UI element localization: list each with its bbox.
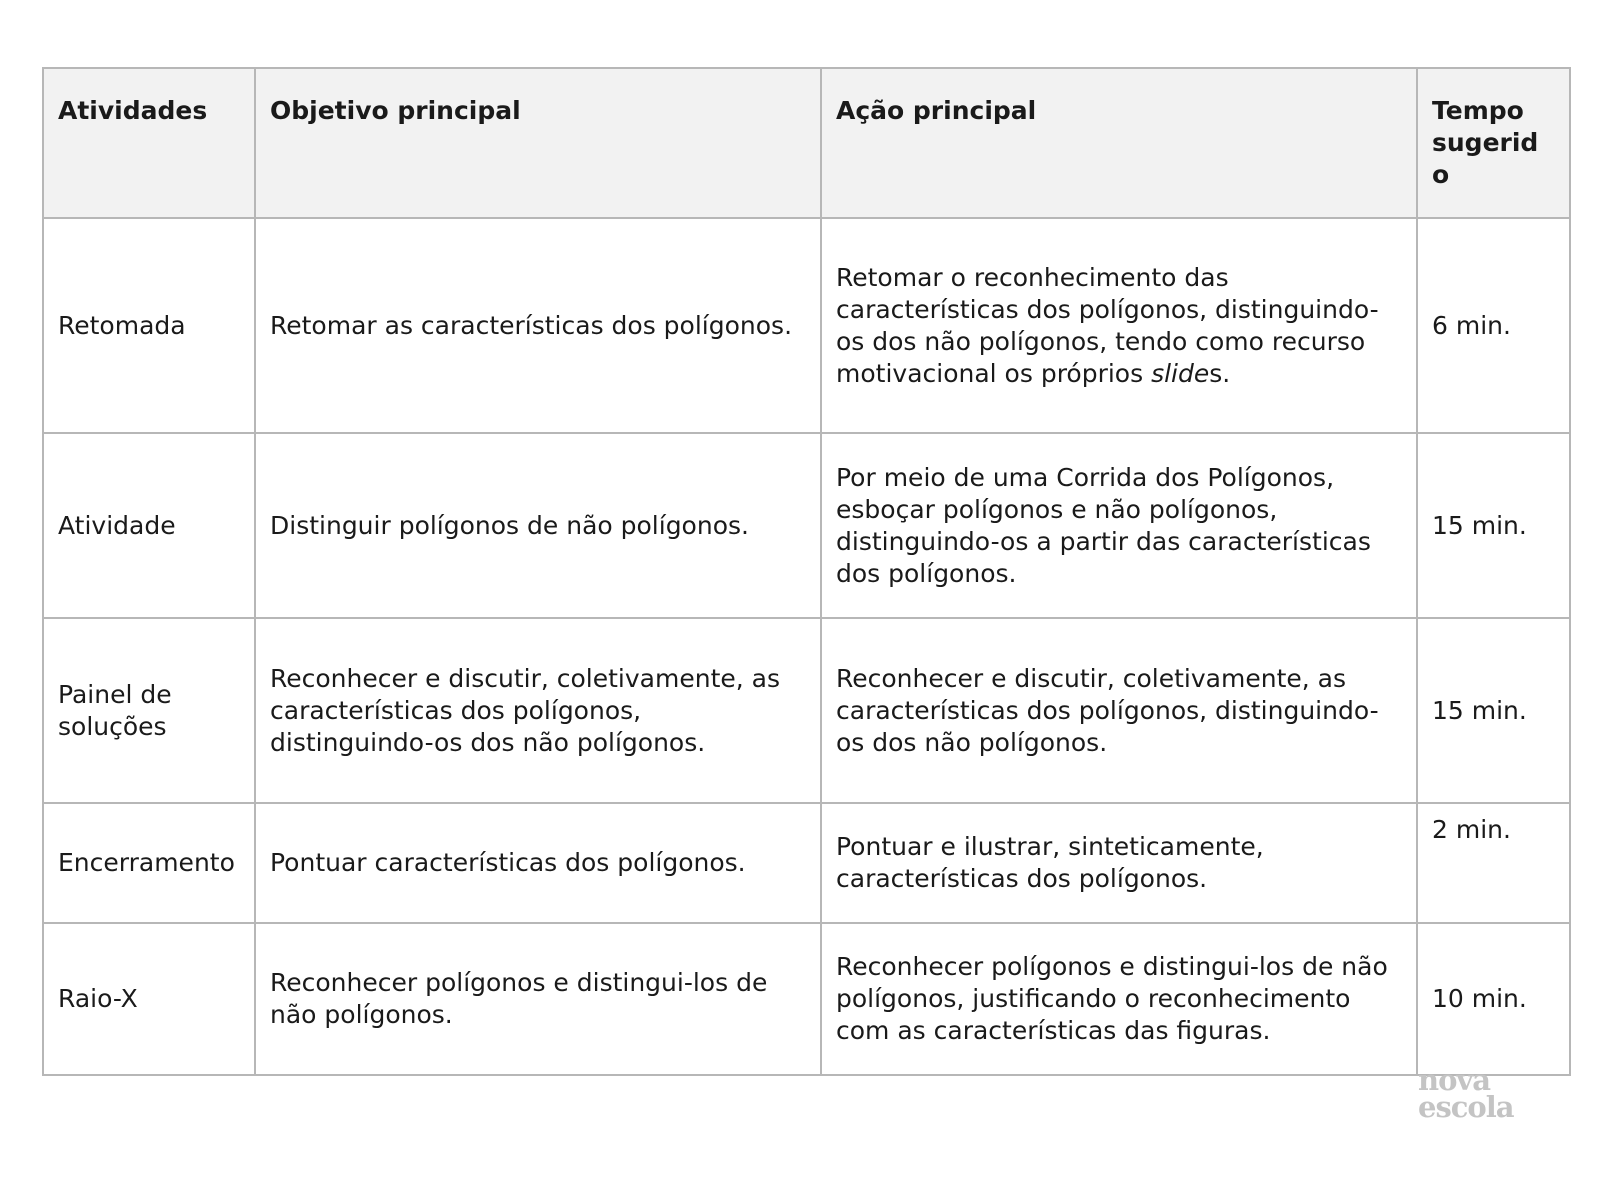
table-row xyxy=(43,618,1570,803)
cell-acao: Reconhecer e discutir, coletivamente, as características dos polígonos, distinguindo-os dos não polígonos. xyxy=(821,618,1417,803)
cell-tempo: 15 min. xyxy=(1417,433,1570,618)
logo-line-escola: escola xyxy=(1418,1090,1514,1124)
table-row xyxy=(43,923,1570,1075)
cell-atividade: Atividade xyxy=(43,433,255,618)
cell-objetivo: Pontuar características dos polígonos. xyxy=(255,803,821,923)
cell-acao-italic: slide xyxy=(1151,358,1210,388)
cell-tempo: 6 min. xyxy=(1417,218,1570,433)
cell-tempo: 10 min. xyxy=(1417,923,1570,1075)
cell-objetivo: Retomar as características dos polígonos. xyxy=(255,218,821,433)
nova-escola-logo xyxy=(1418,1063,1538,1124)
cell-atividade: Painel de soluções xyxy=(43,618,255,803)
cell-acao: Reconhecer polígonos e distingui-los de não polígonos, justificando o reconhecimento com as características das figuras. xyxy=(821,923,1417,1075)
cell-objetivo: Distinguir polígonos de não polígonos. xyxy=(255,433,821,618)
lesson-plan-table xyxy=(42,67,1571,1076)
cell-acao-text: Retomar o reconhecimento das características dos polígonos, distinguindo-os dos não polígonos, tendo como recurso motivacional os próprios xyxy=(836,262,1379,388)
cell-objetivo: Reconhecer polígonos e distingui-los de não polígonos. xyxy=(255,923,821,1075)
cell-tempo: 2 min. xyxy=(1417,803,1570,923)
cell-acao xyxy=(821,218,1417,433)
table-body xyxy=(43,218,1570,1075)
cell-tempo: 15 min. xyxy=(1417,618,1570,803)
cell-acao-suffix: s. xyxy=(1209,358,1231,388)
cell-acao: Por meio de uma Corrida dos Polígonos, esboçar polígonos e não polígonos, distinguindo-os a partir das características dos polígonos. xyxy=(821,433,1417,618)
cell-objetivo: Reconhecer e discutir, coletivamente, as características dos polígonos, distinguindo-os dos não polígonos. xyxy=(255,618,821,803)
table-row xyxy=(43,803,1570,923)
table-row xyxy=(43,218,1570,433)
table-row xyxy=(43,433,1570,618)
header-tempo-sugerido: Tempo sugerido xyxy=(1417,68,1570,218)
header-atividades: Atividades xyxy=(43,68,255,218)
cell-atividade: Encerramento xyxy=(43,803,255,923)
header-objetivo-principal: Objetivo principal xyxy=(255,68,821,218)
cell-acao: Pontuar e ilustrar, sinteticamente, características dos polígonos. xyxy=(821,803,1417,923)
header-acao-principal: Ação principal xyxy=(821,68,1417,218)
table-header xyxy=(43,68,1570,218)
cell-atividade: Retomada xyxy=(43,218,255,433)
header-row xyxy=(43,68,1570,218)
cell-atividade: Raio-X xyxy=(43,923,255,1075)
logo-line-nova: nova xyxy=(1418,1063,1491,1097)
